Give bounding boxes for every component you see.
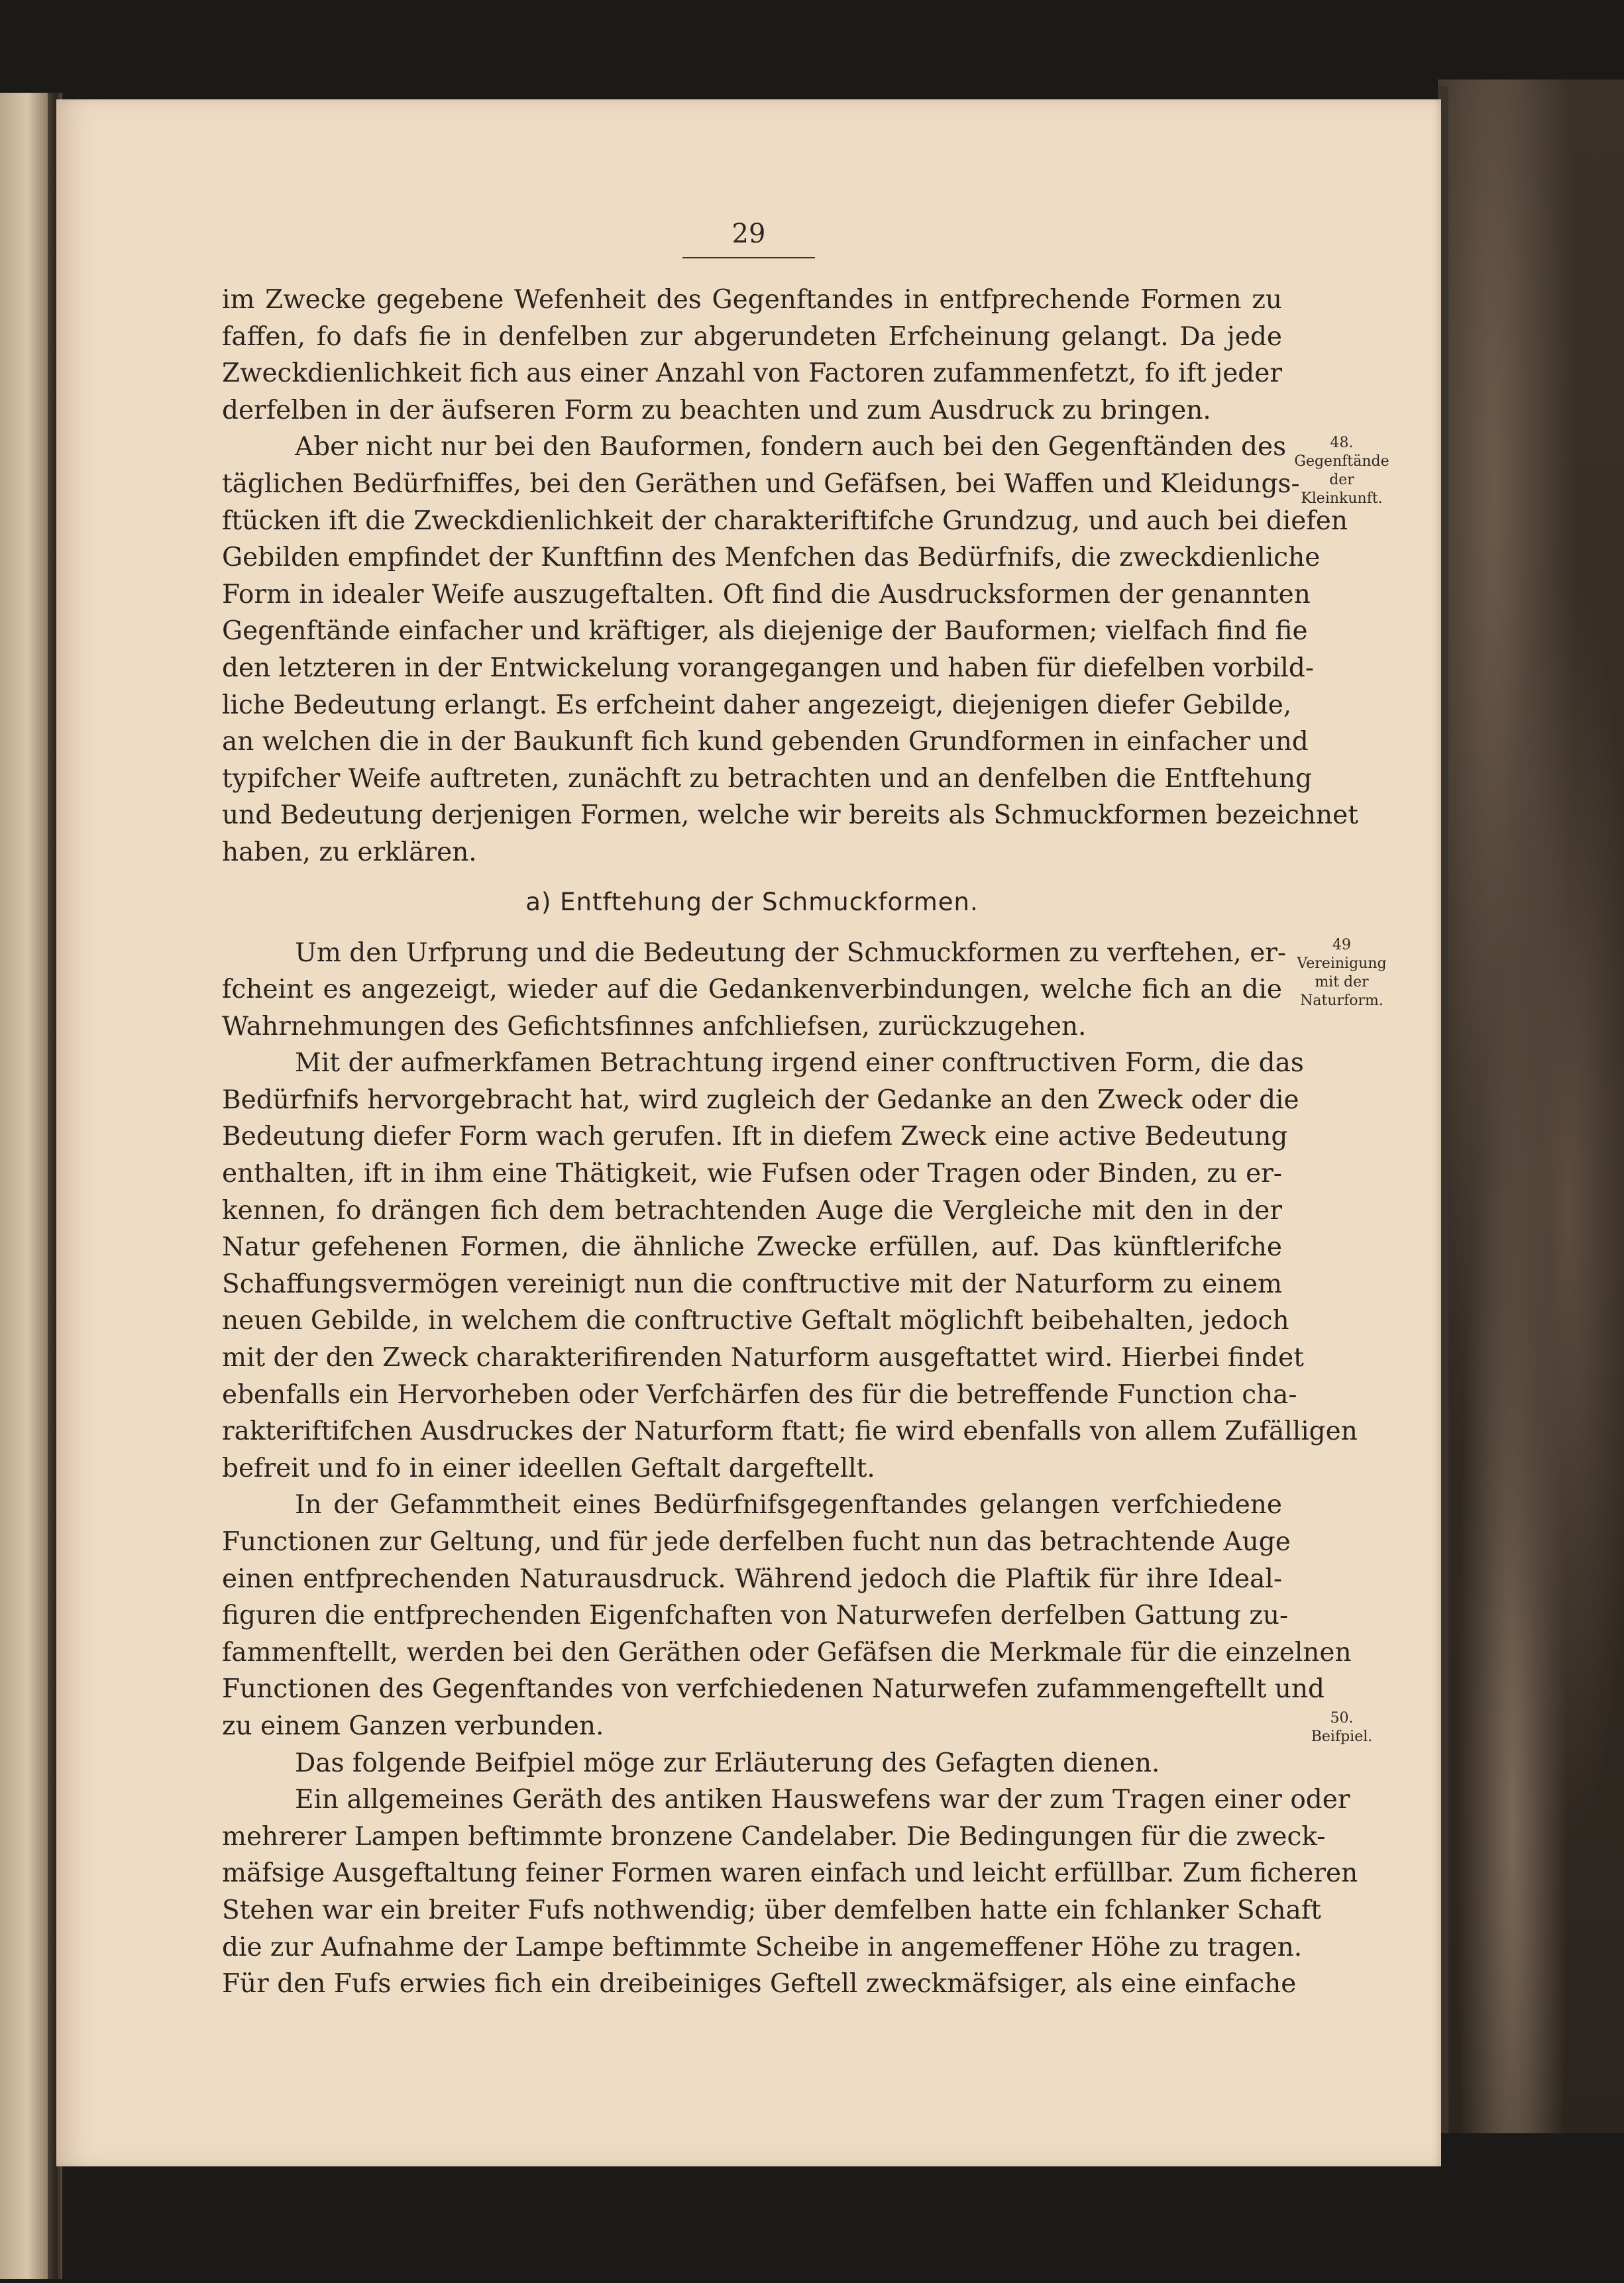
text-line: Functionen des Gegenftandes von verfchiedenen Naturwefen zufammengeftellt und [222,1674,1325,1705]
margin-note-line: mit der [1315,974,1369,990]
text-line: mehrerer Lampen beftimmte bronzene Candelaber. Die Bedingungen für die zweck- [222,1821,1326,1852]
text-line: Gegenftände einfacher und kräftiger, als diejenige der Bauformen; vielfach find fie [222,616,1308,647]
text-line: Aber nicht nur bei den Bauformen, fondern auch bei den Gegenftänden des [295,432,1287,462]
text-line: Bedeutung diefer Form wach gerufen. Ift in diefem Zweck eine active Bedeutung [222,1122,1288,1152]
text-line: Form in idealer Weife auszugeftalten. Oft find die Ausdrucksformen der genannten [222,579,1311,610]
text-line: Zweckdienlichkeit fich aus einer Anzahl von Factoren zufammenfetzt, fo ift jeder [222,358,1282,389]
text-line: neuen Gebilde, in welchem die conftructive Geftalt möglichft beibehalten, jedoch [222,1306,1289,1336]
text-line: die zur Aufnahme der Lampe beftimmte Scheibe in angemeffener Höhe zu tragen. [222,1932,1303,1962]
page-number: 29 [731,219,766,249]
margin-note-number: 49 [1332,937,1351,953]
text-line: mit der den Zweck charakterifirenden Naturform ausgeftattet wird. Hierbei findet [222,1343,1304,1373]
text-line: täglichen Bedürfniffes, bei den Geräthen und Gefäfsen, bei Waffen und Kleidungs- [222,468,1300,499]
text-line: befreit und fo in einer ideellen Geftalt dargeftellt. [222,1453,875,1483]
text-line: rakteriftifchen Ausdruckes der Naturform ftatt; fie wird ebenfalls von allem Zufälligen [222,1416,1358,1447]
text-line: Wahrnehmungen des Gefichtsfinnes anfchliefsen, zurückzugehen. [222,1011,1087,1041]
text-line: Stehen war ein breiter Fufs nothwendig; über demfelben hatte ein fchlanker Schaft [222,1895,1321,1925]
text-line: In der Gefammtheit eines Bedürfnifsgegenftandes gelangen verfchiedene [295,1490,1282,1520]
text-line: kennen, fo drängen fich dem betrachtenden Auge die Vergleiche mit den in der [222,1195,1282,1226]
margin-note-49 [1285,936,1398,1010]
text-line: figuren die entfprechenden Eigenfchaften von Naturwefen derfelben Gattung zu- [222,1601,1289,1631]
margin-note-line: Gegenftände [1294,453,1389,470]
text-line: Bedürfnifs hervorgebracht hat, wird zugleich der Gedanke an den Zweck oder die [222,1085,1299,1115]
margin-note-line: Vereinigung [1297,955,1387,972]
text-line: ebenfalls ein Hervorheben oder Verfchärfen des für die betreffende Function cha- [222,1379,1297,1410]
text-line: haben, zu erklären. [222,837,477,867]
text-line: den letzteren in der Entwickelung vorangegangen und haben für diefelben vorbild- [222,653,1314,683]
margin-note-line: der [1329,472,1354,488]
margin-note-line: Kleinkunft. [1301,490,1383,507]
text-line: Für den Fufs erwies fich ein dreibeiniges Geftell zweckmäfsiger, als eine einfache [222,1969,1297,1999]
margin-note-48 [1285,434,1398,508]
text-line: zu einem Ganzen verbunden. [222,1711,604,1741]
margin-note-line: Beifpiel. [1311,1728,1373,1745]
text-line: im Zwecke gegebene Wefenheit des Gegenftandes in entfprechende Formen zu [222,285,1282,315]
text-line: Mit der aufmerkfamen Betrachtung irgend einer conftructiven Form, die das [295,1048,1304,1079]
text-line: Gebilden empfindet der Kunftfinn des Menfchen das Bedürfnifs, die zweckdienliche [222,543,1321,573]
facing-page-edge [0,93,50,2279]
text-line: liche Bedeutung erlangt. Es erfcheint daher angezeigt, diejenigen diefer Gebilde, [222,690,1292,720]
text-line: Natur gefehenen Formen, die ähnliche Zwecke erfüllen, auf. Das künftlerifche [222,1232,1282,1263]
text-line: typifcher Weife auftreten, zunächft zu betrachten und an denfelben die Entftehung [222,763,1313,794]
text-line: enthalten, ift in ihm eine Thätigkeit, wie Fufsen oder Tragen oder Binden, zu er- [222,1159,1282,1189]
text-line: derfelben in der äufseren Form zu beachten und zum Ausdruck zu bringen. [222,395,1211,425]
margin-note-number: 48. [1330,435,1354,451]
text-line: und Bedeutung derjenigen Formen, welche wir bereits als Schmuckformen bezeichnet [222,800,1358,831]
margin-note-50 [1285,1709,1398,1746]
page-number-rule [682,257,815,258]
section-heading: a) Entftehung der Schmuckformen. [525,887,979,916]
text-line: einen entfprechenden Naturausdruck. Während jedoch die Plaftik für ihre Ideal- [222,1564,1282,1594]
text-line: an welchen die in der Baukunft fich kund gebenden Grundformen in einfacher und [222,727,1309,757]
text-line: Schaffungsvermögen vereinigt nun die conftructive mit der Naturform zu einem [222,1269,1282,1299]
text-line: Das folgende Beifpiel möge zur Erläuterung des Gefagten dienen. [295,1748,1160,1778]
text-line: Um den Urfprung und die Bedeutung der Schmuckformen zu verftehen, er- [295,937,1287,968]
text-line: Functionen zur Geltung, und für jede derfelben fucht nun das betrachtende Auge [222,1527,1291,1557]
text-line: mäfsige Ausgeftaltung feiner Formen waren einfach und leicht erfüllbar. Zum ficheren [222,1858,1358,1889]
text-line: faffen, fo dafs fie in denfelben zur abgerundeten Erfcheinung gelangt. Da jede [222,321,1282,352]
text-line: fcheint es angezeigt, wieder auf die Gedankenverbindungen, welche fich an die [222,975,1282,1005]
text-line: fammenftellt, werden bei den Geräthen oder Gefäfsen die Merkmale für die einzelnen [222,1637,1352,1668]
text-line: Ein allgemeines Geräth des antiken Hauswefens war der zum Tragen einer oder [295,1785,1350,1815]
text-line: ftücken ift die Zweckdienlichkeit der charakteriftifche Grundzug, und auch bei diefen [222,505,1348,536]
margin-note-number: 50. [1330,1710,1354,1726]
marbled-cover-board [1438,80,1624,2133]
margin-note-line: Naturform. [1300,992,1383,1009]
